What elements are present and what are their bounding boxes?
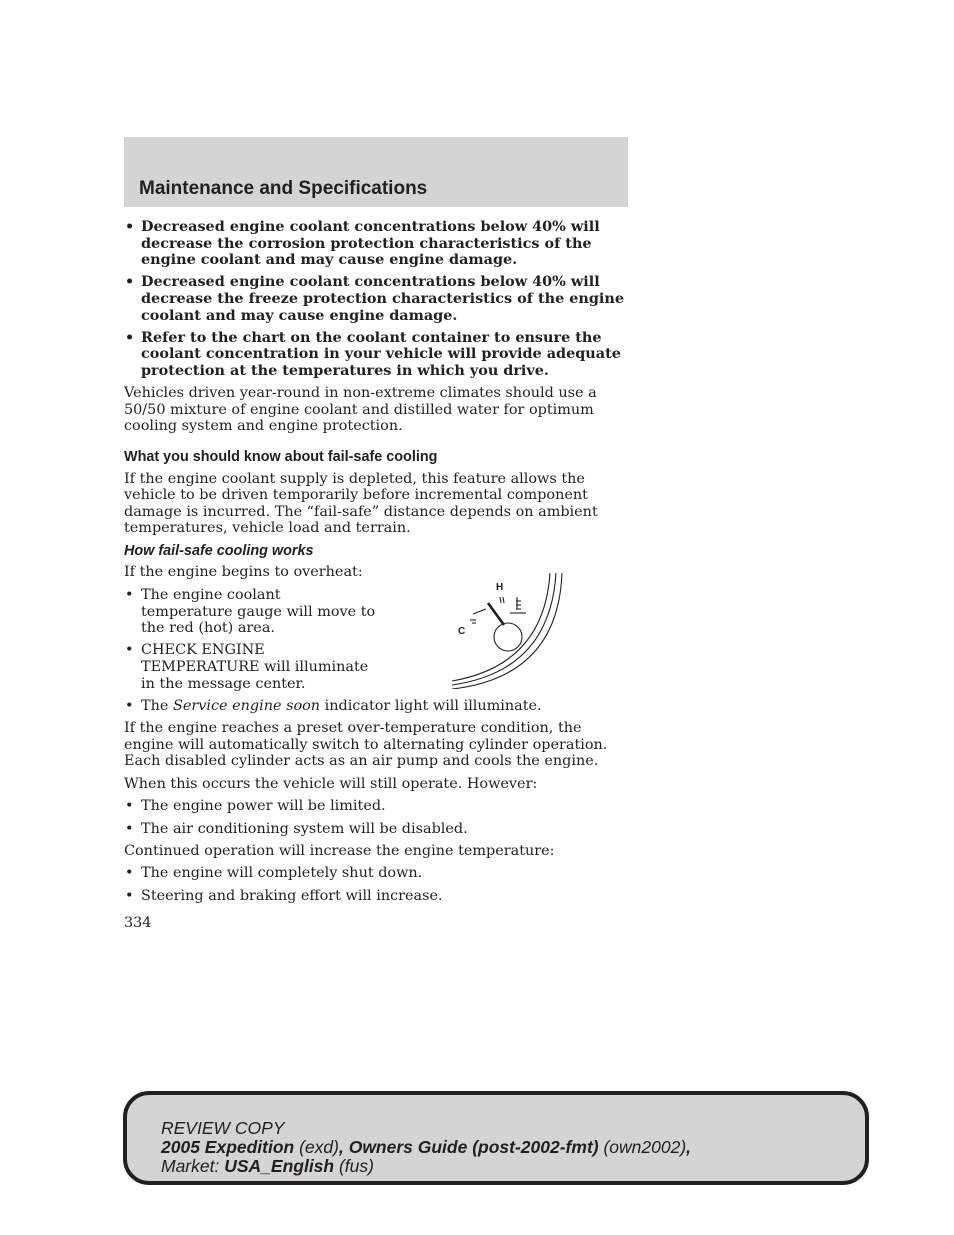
page-content [124,219,628,932]
failsafe-intro: If the engine coolant supply is depleted, this feature allows the vehicle to be driven temporarily before incremental component damage is incurred. The “fail-safe” distance depends on ambient temperatures, vehicle load and terrain. [124,470,598,537]
climates-paragraph: Vehicles driven year-round in non-extreme climates should use a 50/50 mixture of engine coolant and distilled water for optimum cooling system and engine protection. [124,385,597,435]
gauge-hub [494,623,522,651]
still-operate-paragraph: When this occurs the vehicle will still operate. However: [124,775,538,792]
overtemp-paragraph: If the engine reaches a preset over-temperature condition, the engine will automatically switch to alternating cylinder operation. Each disabled cylinder acts as an air pump and cools the engine. [124,720,608,770]
header-band [124,137,628,207]
gauge-needle [488,603,504,625]
service-engine-soon-text: Service engine soon [172,697,321,714]
list-item: • Decreased engine coolant concentrations below 40% will decrease the corrosion protection characteristics of the engine coolant and may cause engine damage. [124,219,628,269]
review-copy-label: REVIEW COPY [161,1118,285,1138]
continued-list [124,865,628,904]
list-item: • CHECK ENGINE TEMPERATURE will illuminate in the message center. [124,642,376,692]
review-guide-line: 2005 Expedition (exd), Owners Guide (post-2002-fmt) (own2002), [161,1137,692,1157]
review-copy-box [123,1091,869,1185]
still-operate-list [124,798,628,837]
list-item: • The Service engine soon indicator light will illuminate. [124,698,628,715]
list-item: • The air conditioning system will be disabled. [124,821,628,838]
list-item: • Steering and braking effort will increase. [124,888,628,905]
gauge-cold-label: C [458,626,466,637]
list-item: • Decreased engine coolant concentrations below 40% will decrease the freeze protection characteristics of the engine coolant and may cause engine damage. [124,274,628,324]
gauge-arc-mark [473,609,486,614]
service-list [124,698,628,715]
hot-tick [500,597,501,603]
gauge-hot-label: H [496,582,504,593]
list-item: • The engine will completely shut down. [124,865,628,882]
page-number: 334 [124,915,152,932]
list-item: • The engine power will be limited. [124,798,628,815]
temperature-gauge-illustration [452,573,576,689]
gauge-arc-middle [452,573,556,685]
review-copy-text [161,1119,691,1176]
list-item: • Refer to the chart on the coolant container to ensure the coolant concentration in your vehicle will provide adequate protection at the temperatures in which you drive. [124,330,628,380]
failsafe-subheading: How fail-safe cooling works [124,542,314,559]
failsafe-heading: What you should know about fail-safe cooling [124,448,438,465]
coolant-warning-list [124,219,628,380]
overheat-intro: If the engine begins to overheat: [124,564,363,581]
page-title: Maintenance and Specifications [139,178,428,199]
gauge-arc-outer [452,573,562,689]
continued-paragraph: Continued operation will increase the engine temperature: [124,842,555,859]
overheat-list [124,587,376,692]
review-market-line: Market: USA_English (fus) [161,1156,374,1176]
list-item: • The engine coolant temperature gauge will move to the red (hot) area. [124,587,376,637]
